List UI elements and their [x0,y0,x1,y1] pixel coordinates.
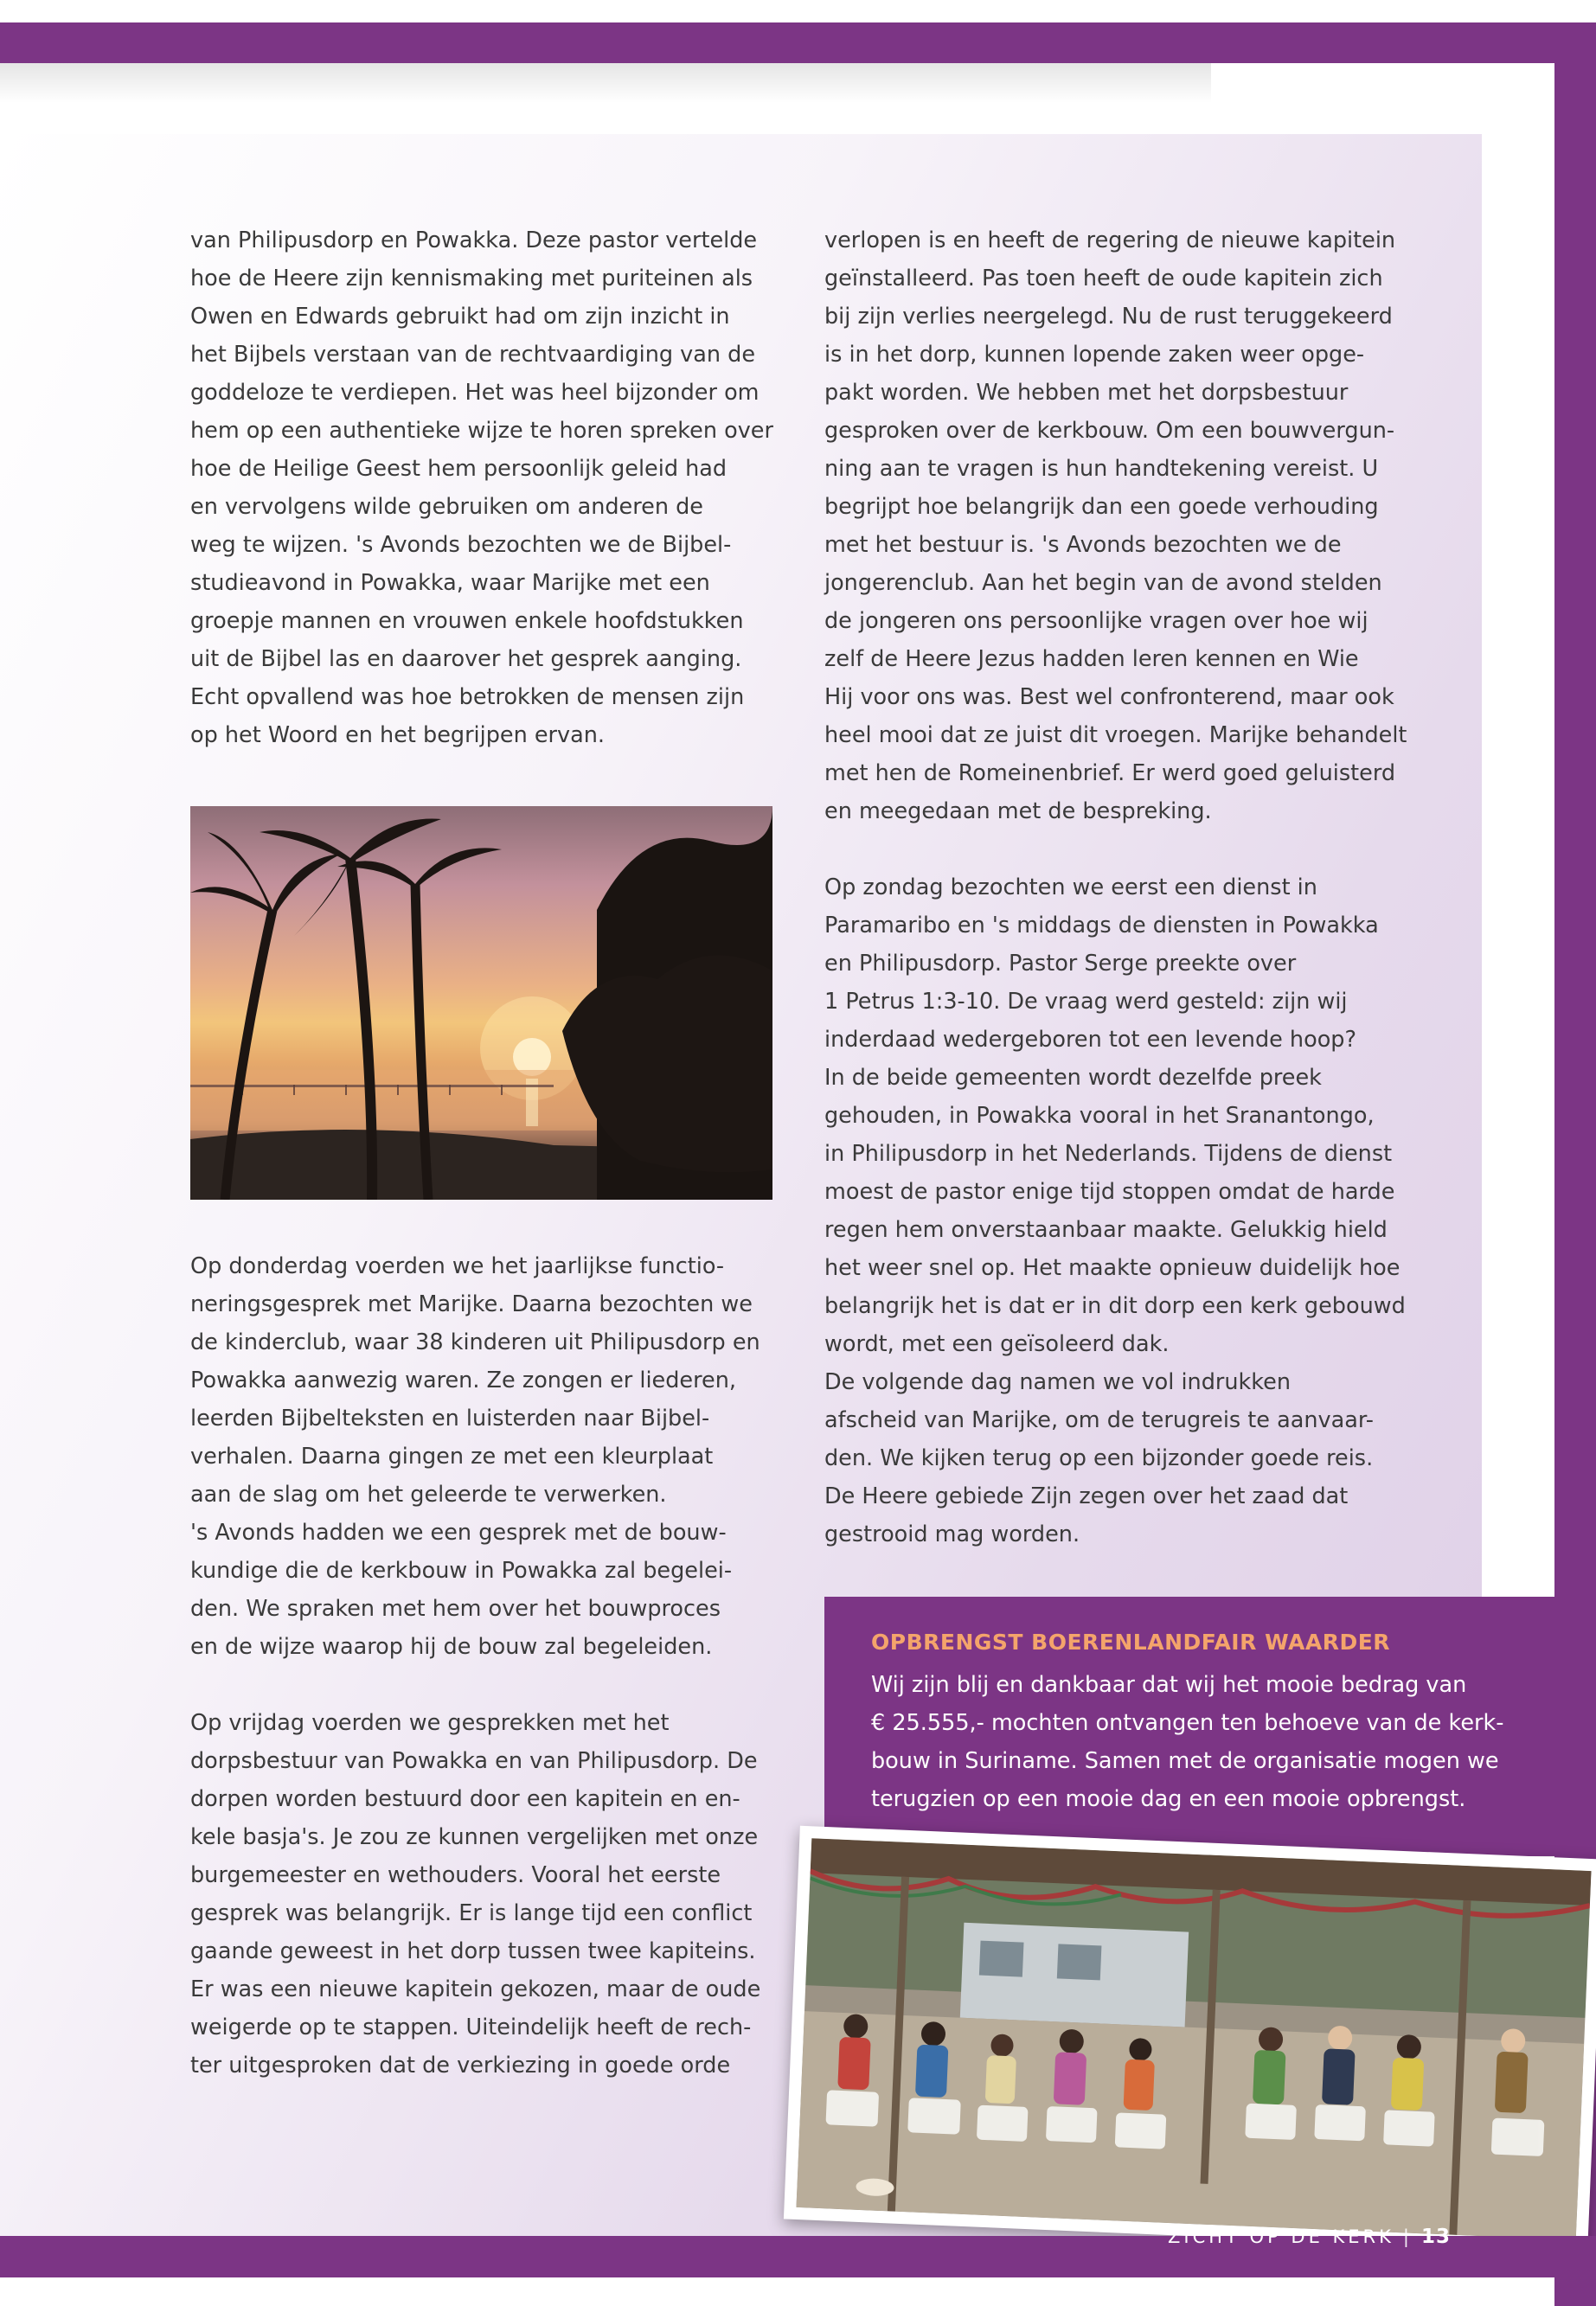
article-paragraph: Op zondag bezochten we eerst een dienst in Paramaribo en 's middags de diensten in Powakka en Philipusdorp. Pastor Serge preekte over 1 Petrus 1:3-10. De vraag werd gesteld: zijn wij inderdaad wedergeboren tot een levende hoop? In de beide gemeenten wordt dezelfde preek gehouden, in Powakka vooral in het Sranantongo, in Philipusdorp in het Nederlands. Tijdens de dienst moest de pastor enige tijd stoppen omdat de harde regen hem onverstaanbaar maakte. Gelukkig hield het weer snel op. Het maakte opnieuw duidelijk hoe belangrijk het is dat er in dit dorp een kerk gebouwd wordt, met een geïsoleerd dak. De volgende dag namen we vol indrukken afscheid van Marijke, om de terugreis te aanvaar- den. We kijken terug op een bijzonder goede reis. De Heere gebiede Zijn zegen over het zaad dat gestrooid mag worden. [824,874,1406,1547]
page-number: 13 [1421,2226,1452,2248]
meeting-photo-frame [784,1826,1596,2253]
sidebar-body: Wij zijn blij en dankbaar dat wij het mooie bedrag van € 25.555,- mochten ontvangen ten behoeve van de kerk- bouw in Suriname. Samen met de organisatie mogen we terugzien op een mooie dag en een mooie opbrengst. [871,1672,1504,1812]
article-right-column-top [824,221,1421,830]
article-paragraph: Op donderdag voerden we het jaarlijkse functio- neringsgesprek met Marijke. Daarna bezochten we de kinderclub, waar 38 kinderen uit Philipusdorp en Powakka aanwezig waren. Ze zongen er liederen, leerden Bijbelteksten en luisterden naar Bijbel- verhalen. Daarna gingen ze met een kleurplaat aan de slag om het geleerde te verwerken. 's Avonds hadden we een gesprek met de bouw- kundige die de kerkbouw in Powakka zal begelei- den. We spraken met hem over het bouwproces en de wijze waarop hij de bouw zal begeleiden. [190,1253,760,1660]
article-left-column-bottom [190,1704,787,2085]
meeting-photo [796,1838,1591,2239]
article-paragraph: verlopen is en heeft de regering de nieuwe kapitein geïnstalleerd. Pas toen heeft de oude kapitein zich bij zijn verlies neergelegd. Nu de rust teruggekeerd is in het dorp, kunnen lopende zaken weer opge- pakt worden. We hebben met het dorpsbestuur gesproken over de kerkbouw. Om een bouwvergun- ning aan te vragen is hun handtekening vereist. U begrijpt hoe belangrijk dan een goede verhouding met het bestuur is. 's Avonds bezochten we de jongerenclub. Aan het begin van de avond stelden de jongeren ons persoonlijke vragen over hoe wij zelf de Heere Jezus hadden leren kennen en Wie Hij voor ons was. Best wel confronterend, maar ook heel mooi dat ze juist dit vroegen. Marijke behandelt met hen de Romeinenbrief. Er werd goed geluisterd en meegedaan met de bespreking. [824,227,1407,824]
article-paragraph: Op vrijdag voerden we gesprekken met het dorpsbestuur van Powakka en van Philipusdorp. De dorpen worden bestuurd door een kapitein en en- kele basja's. Je zou ze kunnen vergelijken met onze burgemeester en wethouders. Vooral het eerste gesprek was belangrijk. Er is lange tijd een conflict gaande geweest in het dorp tussen twee kapiteins. Er was een nieuwe kapitein gekozen, maar de oude weigerde op te stappen. Uiteindelijk heeft de rech- ter uitgesproken dat de verkiezing in goede orde [190,1710,761,2079]
footer-separator: | [1402,2226,1413,2247]
article-paragraph: van Philipusdorp en Powakka. Deze pastor vertelde hoe de Heere zijn kennismaking met puriteinen als Owen en Edwards gebruikt had om zijn inzicht in het Bijbels verstaan van de rechtvaardiging van de goddeloze te verdiepen. Het was heel bijzonder om hem op een authentieke wijze te horen spreken over hoe de Heilige Geest hem persoonlijk geleid had en vervolgens wilde gebruiken om anderen de weg te wijzen. 's Avonds bezochten we de Bijbel- studieavond in Powakka, waar Marijke met een groepje mannen en vrouwen enkele hoofdstukken uit de Bijbel las en daarover het gesprek aanging. Echt opvallend was hoe betrokken de mensen zijn op het Woord en het begrijpen ervan. [190,227,773,748]
header-shadow [0,63,1211,103]
top-frame-bar [0,22,1596,63]
article-right-column-bottom [824,868,1421,1553]
sunset-palm-photo [190,806,772,1200]
magazine-title: ZICHT OP DE KERK [1168,2226,1394,2247]
page-footer [1168,2226,1451,2248]
article-left-column-middle [190,1247,787,1666]
sidebar-box [824,1597,1554,1856]
sidebar-title: OPBRENGST BOERENLANDFAIR WAARDER [871,1630,1391,1655]
article-left-column-top [190,221,787,754]
